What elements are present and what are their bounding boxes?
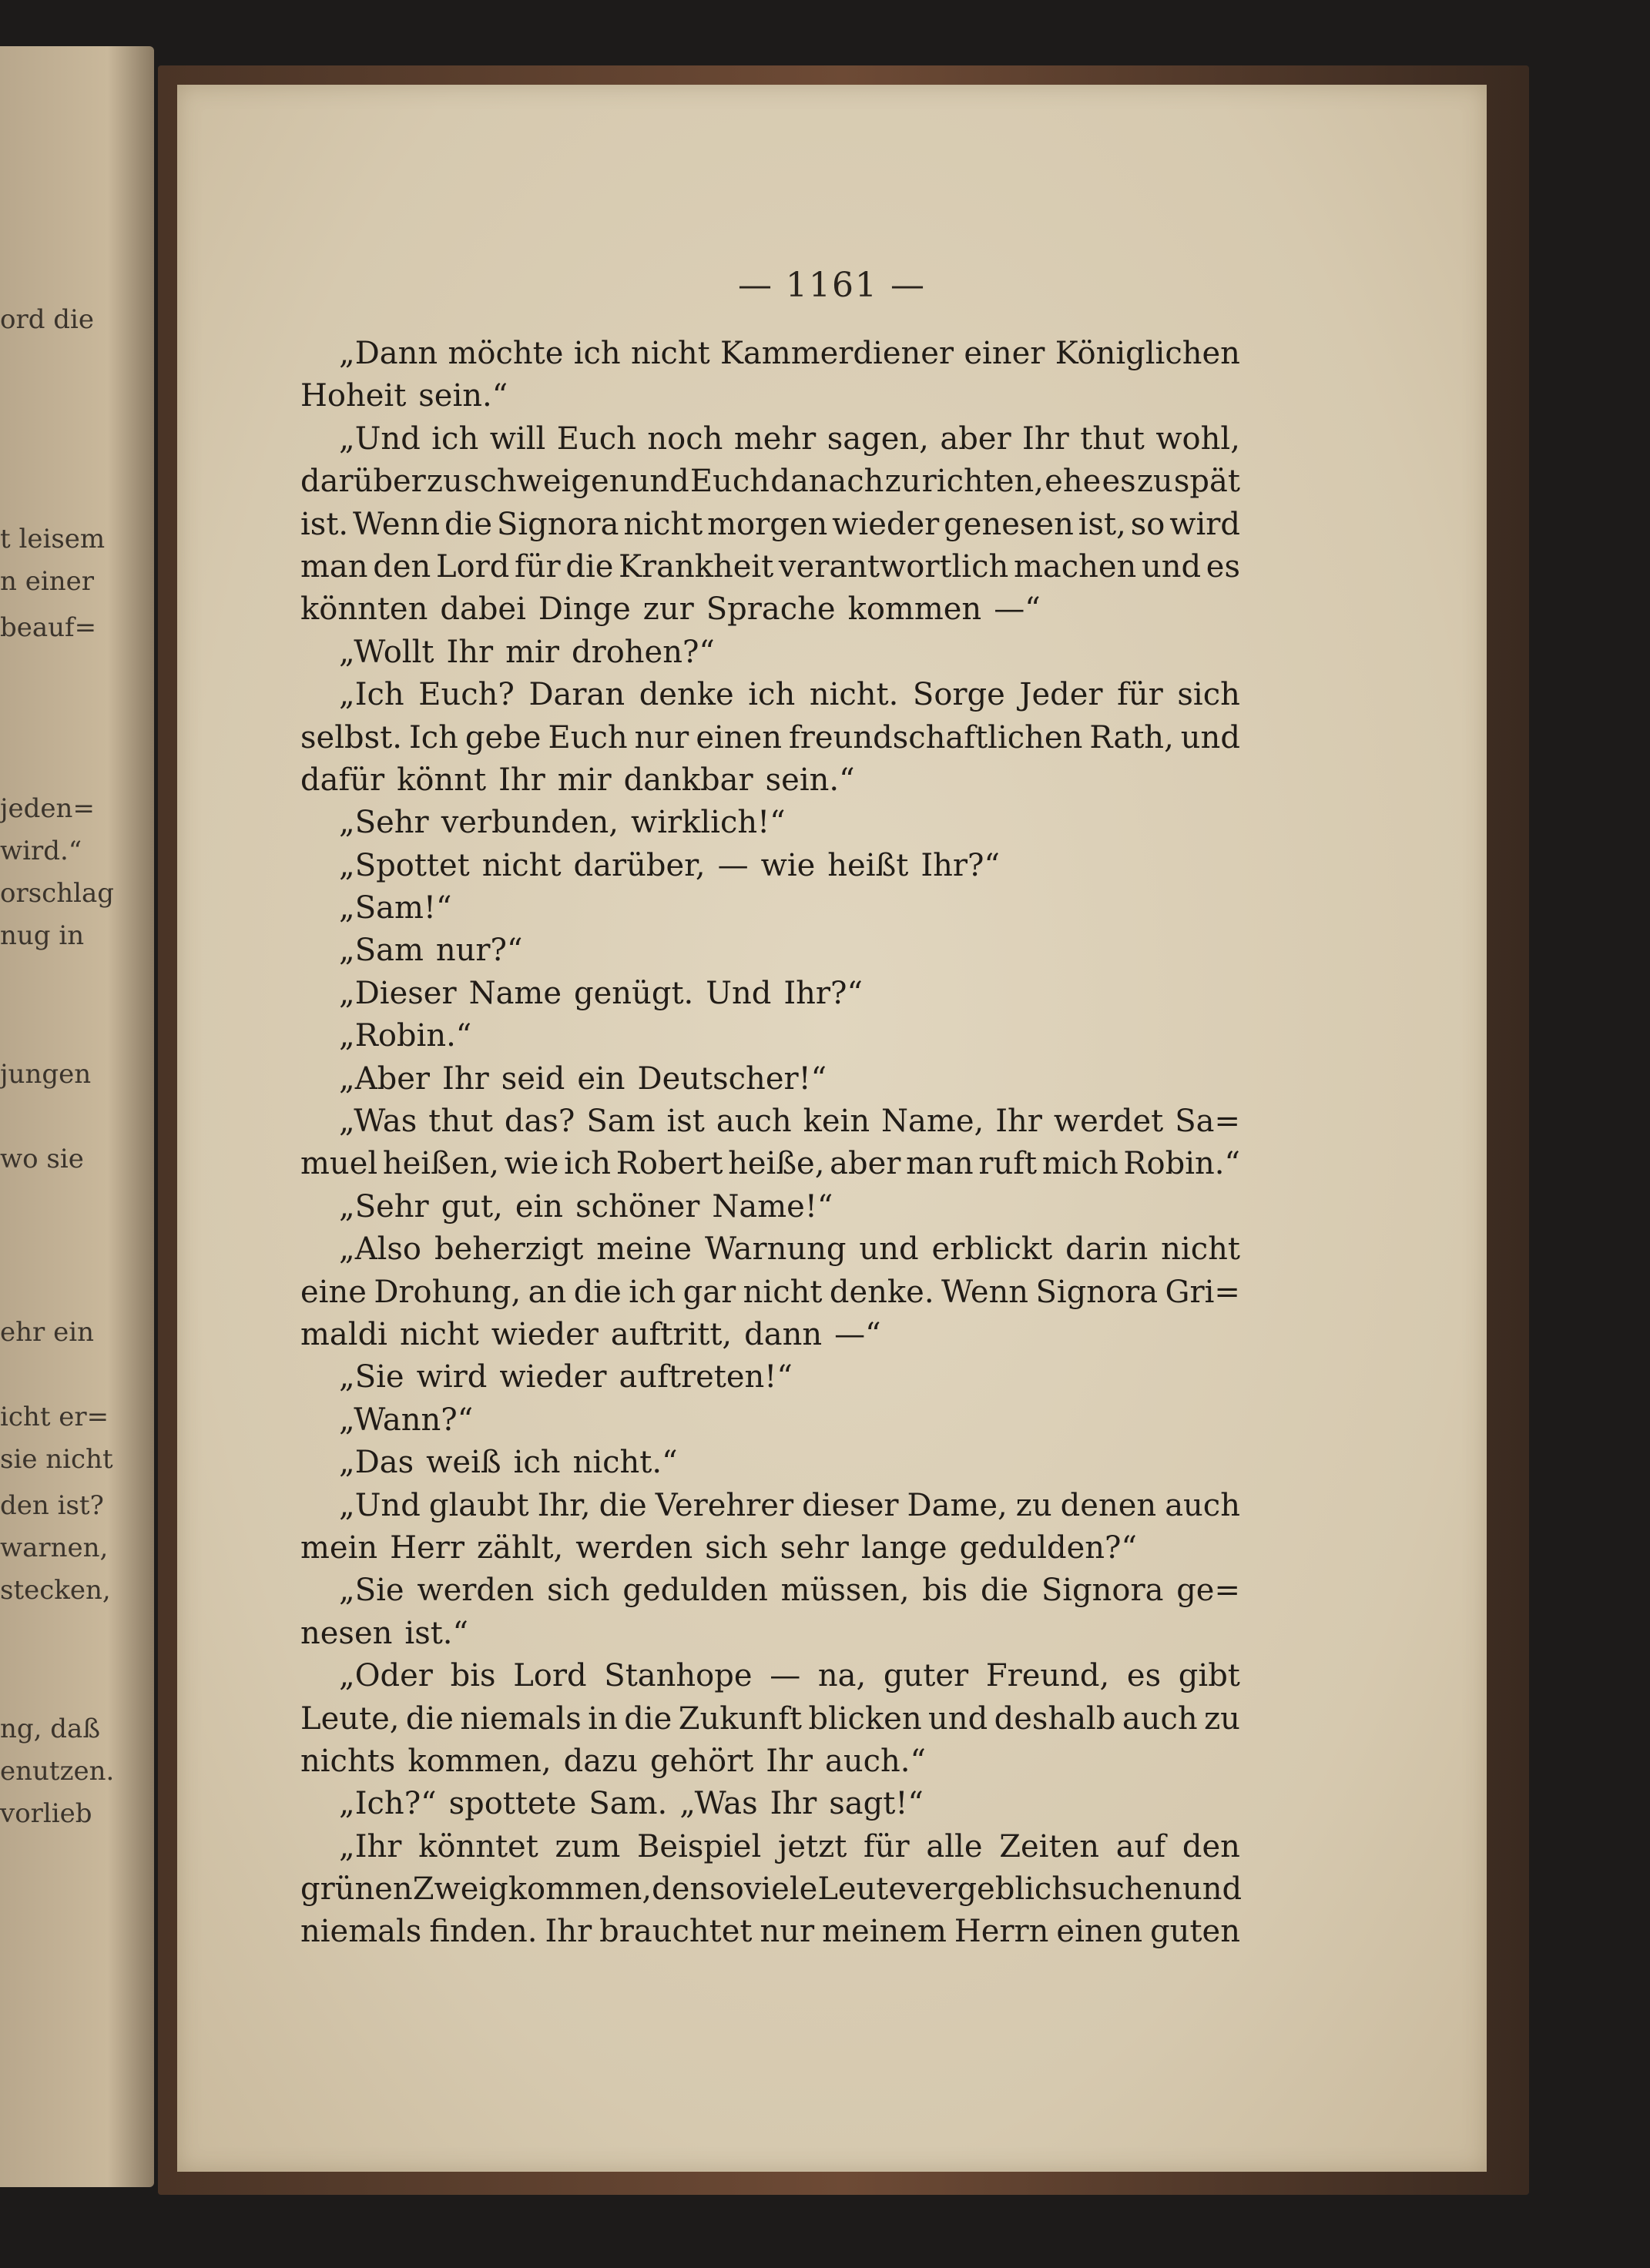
text-line: niemals finden. Ihr brauchtet nur meinem Herrn einen guten bbox=[300, 1914, 1240, 1950]
text-line: „Sam nur?“ bbox=[339, 933, 523, 969]
text-line: „Sehr verbunden, wirklich!“ bbox=[339, 805, 786, 841]
text-line: „Dann möchte ich nicht Kammerdiener einer Königlichen bbox=[339, 336, 1240, 371]
facing-page-fragment: nug in bbox=[0, 920, 85, 951]
text-line: „Spottet nicht darüber, — wie heißt Ihr?“ bbox=[339, 847, 1000, 883]
text-line: grünen Zweig kommen, den so viele Leute vergeblich suchen und bbox=[300, 1871, 1243, 1908]
facing-page-fragment: orschlag bbox=[0, 878, 115, 909]
facing-page-fragment: wird.“ bbox=[0, 836, 82, 866]
text-line: „Sie wird wieder auftreten!“ bbox=[339, 1359, 793, 1395]
text-line: ist. Wenn die Signora nicht morgen wieder genesen ist, so wird bbox=[300, 506, 1240, 542]
facing-page-fragment: n einer bbox=[0, 566, 94, 597]
text-line: „Sam!“ bbox=[339, 890, 452, 926]
text-line: „Das weiß ich nicht.“ bbox=[339, 1445, 678, 1481]
facing-page-fragment: stecken, bbox=[0, 1575, 111, 1606]
text-line: könnten dabei Dinge zur Sprache kommen —“ bbox=[300, 591, 1041, 628]
facing-page-fragment: icht er= bbox=[0, 1402, 109, 1432]
facing-page-fragment: beauf= bbox=[0, 612, 97, 643]
text-line: darüber zu schweigen und Euch danach zu richten, ehe es zu spät bbox=[300, 464, 1240, 500]
facing-page-fragment: sie nicht bbox=[0, 1444, 113, 1475]
facing-page-fragment: warnen, bbox=[0, 1533, 109, 1563]
text-line: „Was thut das? Sam ist auch kein Name, Ihr werdet Sa= bbox=[339, 1104, 1240, 1140]
text-line: maldi nicht wieder auftritt, dann —“ bbox=[300, 1316, 881, 1352]
text-line: nichts kommen, dazu gehört Ihr auch.“ bbox=[300, 1743, 926, 1779]
facing-page-left bbox=[0, 46, 154, 2187]
text-line: „Ich Euch? Daran denke ich nicht. Sorge Jeder für sich bbox=[339, 677, 1240, 713]
facing-page-fragment: ord die bbox=[0, 304, 95, 335]
facing-page-fragment: den ist? bbox=[0, 1490, 104, 1521]
text-line: Leute, die niemals in die Zukunft blicken und deshalb auch zu bbox=[300, 1700, 1240, 1737]
text-line: „Ihr könntet zum Beispiel jetzt für alle Zeiten auf den bbox=[339, 1828, 1240, 1864]
text-line: „Also beherzigt meine Warnung und erblickt darin nicht bbox=[339, 1231, 1240, 1268]
text-line: „Ich?“ spottete Sam. „Was Ihr sagt!“ bbox=[339, 1786, 924, 1822]
text-line: selbst. Ich gebe Euch nur einen freundschaftlichen Rath, und bbox=[300, 719, 1240, 755]
facing-page-fragment: wo sie bbox=[0, 1144, 84, 1174]
text-line: eine Drohung, an die ich gar nicht denke. Wenn Signora Gri= bbox=[300, 1274, 1240, 1310]
facing-page-fragment: t leisem bbox=[0, 524, 106, 554]
facing-page-fragment: jungen bbox=[0, 1059, 92, 1090]
text-line: „Robin.“ bbox=[339, 1018, 472, 1054]
text-line: dafür könnt Ihr mir dankbar sein.“ bbox=[300, 762, 855, 798]
facing-page-fragment: enutzen. bbox=[0, 1756, 115, 1787]
text-line: man den Lord für die Krankheit verantwortlich machen und es bbox=[300, 548, 1240, 585]
text-line: „Sehr gut, ein schöner Name!“ bbox=[339, 1188, 833, 1224]
text-line: „Aber Ihr seid ein Deutscher!“ bbox=[339, 1060, 827, 1097]
text-line: nesen ist.“ bbox=[300, 1615, 468, 1651]
page-number: — 1161 — bbox=[738, 266, 926, 305]
facing-page-fragment: jeden= bbox=[0, 793, 95, 824]
text-line: „Und ich will Euch noch mehr sagen, aber Ihr thut wohl, bbox=[339, 420, 1240, 457]
body-text bbox=[300, 333, 1243, 1954]
text-line: „Wollt Ihr mir drohen?“ bbox=[339, 634, 715, 670]
facing-page-fragment: ng, daß bbox=[0, 1714, 101, 1744]
text-line: „Oder bis Lord Stanhope — na, guter Freund, es gibt bbox=[339, 1658, 1240, 1694]
text-line: mein Herr zählt, werden sich sehr lange gedulden?“ bbox=[300, 1529, 1137, 1566]
text-line: „Sie werden sich gedulden müssen, bis die Signora ge= bbox=[339, 1573, 1240, 1609]
facing-page-fragment: ehr ein bbox=[0, 1317, 94, 1348]
text-line: muel heißen, wie ich Robert heiße, aber man ruft mich Robin.“ bbox=[300, 1146, 1240, 1182]
text-line: „Und glaubt Ihr, die Verehrer dieser Dame, zu denen auch bbox=[339, 1487, 1240, 1523]
text-line: „Dieser Name genügt. Und Ihr?“ bbox=[339, 975, 863, 1011]
facing-page-fragment: vorlieb bbox=[0, 1798, 92, 1829]
text-line: Hoheit sein.“ bbox=[300, 378, 508, 414]
text-line: „Wann?“ bbox=[339, 1402, 474, 1438]
